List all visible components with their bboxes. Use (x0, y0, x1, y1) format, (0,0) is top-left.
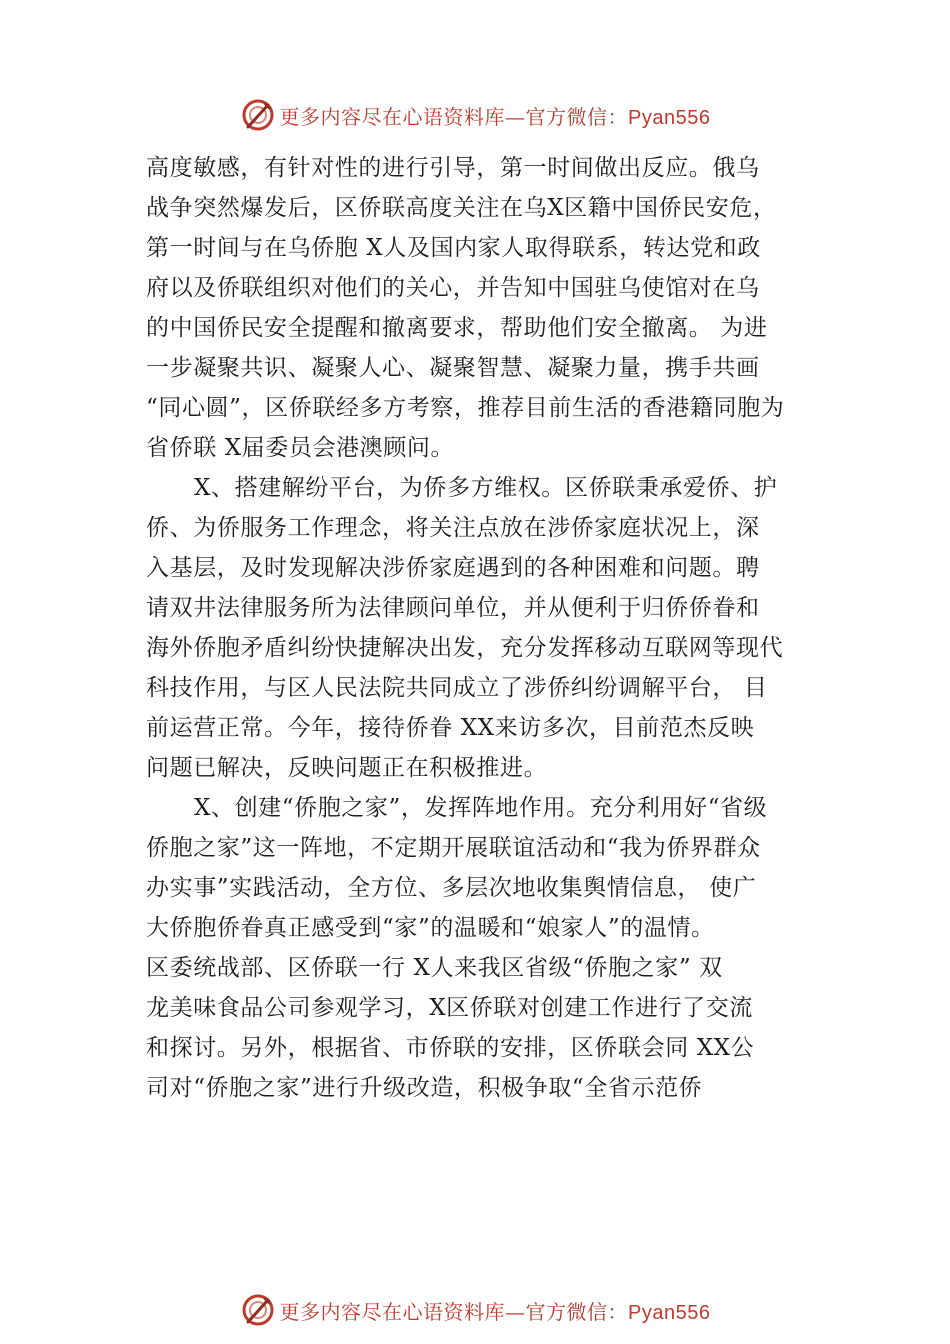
text-line: 第一时间与在乌侨胞 X人及国内家人取得联系，转达党和政 (146, 235, 761, 261)
text-line: 省侨联 X届委员会港澳顾问。 (146, 435, 455, 461)
banner-text (280, 1296, 711, 1325)
paragraph-start-line: X、搭建解纷平台，为侨多方维权。区侨联秉承爱侨、护 (194, 475, 778, 501)
text-line: 请双井法律服务所为法律顾问单位，并从便利于归侨侨眷和 (146, 595, 760, 621)
text-line: 科技作用，与区人民法院共同成立了涉侨纠纷调解平台， 目 (146, 675, 768, 701)
text-line: 海外侨胞矛盾纠纷快捷解决出发，充分发挥移动互联网等现代 (146, 635, 784, 661)
text-line: 司对“侨胞之家”进行升级改造，积极争取“全省示范侨 (146, 1075, 703, 1101)
text-line: 侨、为侨服务工作理念，将关注点放在涉侨家庭状况上，深 (146, 515, 760, 541)
header-banner (0, 95, 950, 135)
text-line: 的中国侨民安全提醒和撤离要求，帮助他们安全撤离。 为进 (146, 315, 768, 341)
banner-separator: — (505, 104, 526, 129)
text-line: 战争突然爆发后，区侨联高度关注在乌X区籍中国侨民安危， (146, 195, 777, 221)
document-body (146, 148, 836, 1108)
text-line: 办实事”实践活动，全方位、多层次地收集舆情信息， 使广 (146, 875, 757, 901)
banner-text (280, 101, 711, 130)
paragraph-start-line: X、创建“侨胞之家”，发挥阵地作用。充分利用好“省级 (194, 795, 768, 821)
text-line: 和探讨。另外，根据省、市侨联的安排，区侨联会同 XX公 (146, 1035, 755, 1061)
brand-logo-icon (240, 1292, 276, 1328)
brand-logo-icon (240, 97, 276, 133)
text-line: 前运营正常。今年，接待侨眷 XX来访多次，目前范杰反映 (146, 715, 755, 741)
footer-banner (0, 1290, 950, 1330)
banner-official: 官方微信： (525, 104, 629, 129)
text-line: “同心圆”，区侨联经多方考察，推荐目前生活的香港籍同胞为 (146, 395, 785, 421)
text-line: 府以及侨联组织对他们的关心，并告知中国驻乌使馆对在乌 (146, 275, 760, 301)
text-line: 入基层，及时发现解决涉侨家庭遇到的各种困难和问题。聘 (146, 555, 760, 581)
text-line: 龙美味食品公司参观学习，X区侨联对创建工作进行了交流 (146, 995, 753, 1021)
banner-separator: — (505, 1299, 526, 1324)
text-line: 大侨胞侨眷真正感受到“家”的温暖和“娘家人”的温情。 (146, 915, 715, 941)
text-line: 问题已解决，反映问题正在积极推进。 (146, 755, 548, 781)
banner-brand: 更多内容尽在心语资料库 (279, 1299, 506, 1324)
text-line: 一步凝聚共识、凝聚人心、凝聚智慧、凝聚力量，携手共画 (146, 355, 760, 381)
text-line: 区委统战部、区侨联一行 X人来我区省级“侨胞之家” 双 (146, 955, 723, 981)
banner-official: 官方微信： (525, 1299, 629, 1324)
banner-handle: Pyan556 (628, 106, 711, 129)
text-line: 高度敏感，有针对性的进行引导，第一时间做出反应。俄乌 (146, 155, 760, 181)
text-line: 侨胞之家”这一阵地，不定期开展联谊活动和“我为侨界群众 (146, 835, 761, 861)
banner-brand: 更多内容尽在心语资料库 (279, 104, 506, 129)
banner-handle: Pyan556 (628, 1301, 711, 1324)
